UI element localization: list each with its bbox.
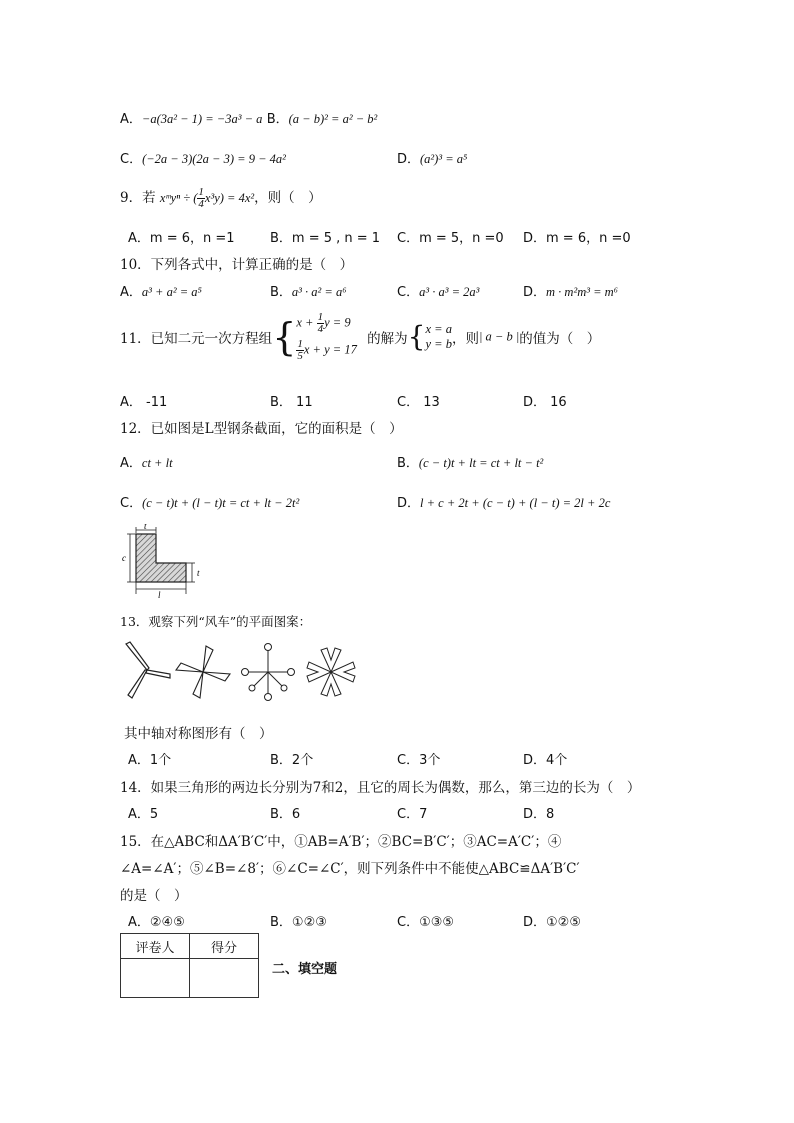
- q9-stem: [120, 186, 322, 210]
- q14-stem: 14．如果三角形的两边长分别为7和2，且它的周长为偶数，那么，第三边的长为（ ）: [120, 780, 641, 796]
- q11-stem-middle: 的解为: [367, 331, 408, 347]
- q12-stem: 12．已如图是L型钢条截面，它的面积是（ ）: [120, 421, 403, 437]
- q11-solution: [425, 322, 451, 352]
- q8-option-c-expr: (−2a − 3)(2a − 3) = 9 − 4a²: [142, 152, 286, 166]
- q11-sol1: x = a: [425, 322, 452, 336]
- q12-option-c-expr: (c − t)t + (l − t)t = ct + lt − 2t²: [142, 496, 300, 510]
- q8-option-b-letter: B．: [266, 112, 289, 127]
- q12-option-c-letter: C．: [120, 496, 143, 511]
- grader-cell[interactable]: [121, 959, 190, 998]
- q11-eq2: [296, 339, 356, 362]
- q11-eq1-frac: [317, 312, 325, 335]
- q11-eq1-right: y = 9: [324, 315, 351, 330]
- q9-option-b: B．m = 5 , n = 1: [270, 231, 381, 246]
- section-title: 二、填空题: [272, 962, 338, 977]
- q11-sol2: y = b: [425, 337, 452, 351]
- windmill-figures: [118, 640, 363, 702]
- q13-option-d: D．4个: [523, 753, 568, 768]
- q11-eq1-frac-den: 4: [317, 323, 324, 335]
- q10-stem: 10．下列各式中，计算正确的是（ ）: [120, 257, 354, 273]
- l-steel-figure: [118, 524, 210, 600]
- q12-option-a: [120, 452, 173, 471]
- q9-fraction: [197, 187, 205, 210]
- windmill-3-icon: [242, 644, 295, 701]
- q12-option-d-letter: D．: [397, 496, 421, 511]
- q9-expr-left: xᵐyⁿ ÷ (: [159, 191, 198, 205]
- q11-eq1: [296, 312, 356, 335]
- q10-option-a-expr: a³ + a² = a⁵: [141, 285, 202, 299]
- q10-option-a: [120, 281, 202, 300]
- q10-option-d: [523, 281, 618, 300]
- score-table-header: [121, 934, 259, 959]
- l-shape-section: [136, 534, 186, 582]
- q12-option-d: [397, 492, 610, 511]
- q8-option-d: [397, 148, 467, 167]
- q12-option-b: [397, 452, 543, 471]
- q11-option-d: D． 16: [523, 395, 567, 410]
- q12-option-c: [120, 492, 299, 511]
- q15-line-1: 15．在△ABC和ΔA′B′C′中，①AB=A′B′；②BC=B′C′；③AC=A′C′；④: [120, 834, 562, 850]
- q10-option-b: [270, 281, 347, 300]
- q8-option-b-expr: (a − b)² = a² − b²: [288, 112, 378, 126]
- q15-line-3: 的是（ ）: [120, 888, 188, 904]
- q10-option-b-expr: a³ · a² = a⁶: [291, 285, 347, 299]
- q15-option-b: B．①②③: [270, 915, 327, 930]
- q12-option-a-letter: A．: [120, 456, 142, 471]
- q15-option-d: D．①②⑤: [523, 915, 581, 930]
- q11-stem-prefix: 11．已知二元一次方程组: [120, 331, 273, 347]
- q10-option-d-letter: D．: [523, 285, 547, 300]
- q8-option-a-expr: −a(3a² − 1) = −3a³ − a: [141, 112, 263, 126]
- q14-option-b: B．6: [270, 807, 301, 822]
- q9-option-d: D．m = 6，n =0: [523, 231, 631, 246]
- q13-option-b: B．2个: [270, 753, 314, 768]
- q11-eq2-frac-den: 5: [297, 350, 303, 362]
- q11-option-a: A． -11: [120, 395, 168, 410]
- q11-abs-expr: | a − b |: [478, 329, 520, 344]
- q8-option-a-letter: A．: [120, 112, 142, 127]
- q11-stem: [120, 312, 600, 362]
- q8-option-a: [120, 108, 377, 127]
- q12-option-a-expr: ct + lt: [141, 456, 173, 470]
- q11-stem-suffix-1: ，则: [451, 331, 479, 347]
- q8-option-d-letter: D．: [397, 152, 421, 167]
- q9-stem-suffix: ，则（ ）: [254, 190, 322, 206]
- q8-option-d-expr: (a²)³ = a⁵: [420, 152, 468, 166]
- q10-option-b-letter: B．: [270, 285, 292, 300]
- q11-eq1-frac-num: 1: [317, 311, 324, 323]
- q11-solution-brace: {: [407, 320, 426, 353]
- q9-frac-den: 4: [198, 198, 204, 210]
- q15-option-a: A．②④⑤: [128, 915, 185, 930]
- q11-option-c: C． 13: [397, 395, 440, 410]
- q13-stem: 13．观察下列“风车”的平面图案：: [120, 614, 312, 629]
- grader-header: 评卷人: [121, 934, 190, 959]
- q9-stem-prefix: 9．若: [120, 190, 156, 206]
- q10-option-c-letter: C．: [397, 285, 420, 300]
- q15-option-c: C．①③⑤: [397, 915, 455, 930]
- q13-option-a: A．1个: [128, 753, 172, 768]
- q11-equation-system: [296, 312, 356, 362]
- q15-line-2: ∠A=∠A′；⑤∠B=∠8′；⑥∠C=∠C′，则下列条件中不能使△ABC≌ΔA′B′C′: [120, 861, 580, 877]
- q13-question: 其中轴对称图形有（ ）: [124, 726, 273, 742]
- q8-option-c: [120, 148, 286, 167]
- score-table: [120, 933, 259, 998]
- q10-option-a-letter: A．: [120, 285, 142, 300]
- q14-option-c: C．7: [397, 807, 428, 822]
- q14-option-d: D．8: [523, 807, 555, 822]
- q11-eq2-frac-num: 1: [297, 338, 303, 350]
- q9-frac-num: 1: [198, 186, 204, 198]
- score-cell[interactable]: [190, 959, 259, 998]
- q9-option-a: A．m = 6，n =1: [128, 231, 235, 246]
- label-t-top: t: [144, 524, 147, 531]
- q11-option-b: B． 11: [270, 395, 313, 410]
- q10-option-c: [397, 281, 479, 300]
- q8-option-c-letter: C．: [120, 152, 143, 167]
- q11-eq2-frac: [296, 339, 304, 362]
- q11-eq2-right: x + y = 17: [303, 342, 357, 357]
- q10-option-d-expr: m · m²m³ = m⁶: [546, 285, 619, 299]
- windmill-2-icon: [176, 646, 230, 698]
- label-t-right: t: [197, 568, 200, 578]
- q11-left-brace: {: [272, 315, 297, 359]
- q11-stem-suffix-2: 的值为（ ）: [519, 331, 601, 347]
- q11-eq1-left: x +: [296, 315, 314, 330]
- q12-option-b-letter: B．: [397, 456, 419, 471]
- label-c-left: c: [122, 553, 126, 563]
- q13-option-c: C．3个: [397, 753, 441, 768]
- q10-option-c-expr: a³ · a³ = 2a³: [419, 285, 480, 299]
- windmill-4-icon: [307, 648, 355, 696]
- label-l-bottom: l: [158, 590, 161, 600]
- q12-option-b-expr: (c − t)t + lt = ct + lt − t²: [418, 456, 544, 470]
- q14-option-a: A．5: [128, 807, 159, 822]
- score-header: 得分: [190, 934, 259, 959]
- q9-expr-right: x³y) = 4x²: [204, 191, 255, 205]
- q9-option-c: C．m = 5，n =0: [397, 231, 504, 246]
- windmill-1-icon: [126, 642, 170, 698]
- score-table-entry-row: [121, 959, 259, 998]
- q12-option-d-expr: l + c + 2t + (c − t) + (l − t) = 2l + 2c: [420, 496, 611, 510]
